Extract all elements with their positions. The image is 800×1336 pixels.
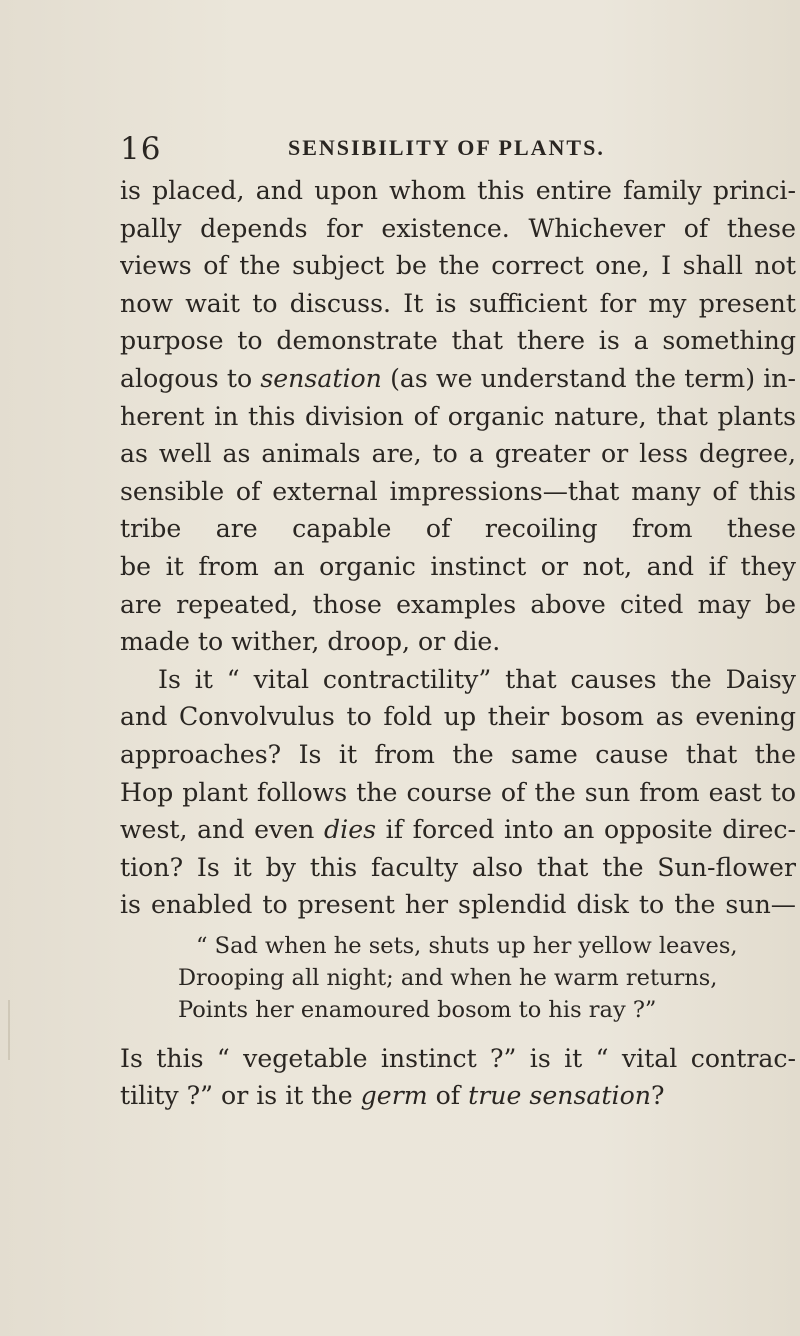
text-line: pally depends for existence. Whichever of these: [120, 213, 796, 243]
paragraph: [120, 661, 796, 924]
text-line: Is it “ vital contractility” that causes the Daisy: [158, 664, 796, 694]
text-line: sensible of external impressions—that many of this: [120, 476, 796, 506]
text-line: Is this “ vegetable instinct ?” is it “ vital contrac-: [120, 1043, 796, 1073]
italic-word: germ: [360, 1081, 428, 1111]
text-line: as well as animals are, to a greater or less degree,: [120, 439, 796, 469]
text-line: tribe are capable of recoiling from these: [120, 514, 796, 544]
text-line: purpose to demonstrate that there is a something: [120, 326, 796, 356]
paragraph: [120, 1040, 796, 1115]
italic-word: dies: [324, 815, 377, 845]
text-line: views of the subject be the correct one, I shall not: [120, 251, 796, 281]
running-title: SENSIBILITY OF PLANTS.: [288, 135, 605, 160]
text-run: alogous to: [120, 363, 261, 393]
page-edge-shadow: [8, 1000, 10, 1060]
text-line: tion? Is it by this faculty also that the Sun-flower: [120, 852, 796, 882]
text-line: are repeated, those examples above cited may be: [120, 589, 796, 619]
text-line: be it from an organic instinct or not, and if they: [120, 551, 796, 581]
text-line: [120, 1077, 796, 1115]
italic-phrase: true sensation: [468, 1081, 651, 1111]
quoted-verse: [120, 930, 796, 1026]
page-number: 16: [120, 131, 162, 167]
text-run: west, and even: [120, 815, 325, 845]
text-run: ?: [651, 1081, 665, 1111]
verse-line: “ Sad when he sets, shuts up her yellow leaves,: [196, 932, 738, 959]
verse-line: Drooping all night; and when he warm returns,: [178, 964, 718, 991]
body-text: [120, 172, 796, 1115]
text-line: made to wither, droop, or die.: [120, 627, 501, 657]
italic-word: sensation: [260, 363, 382, 393]
text-line: Hop plant follows the course of the sun from east to: [120, 777, 796, 807]
text-line: is placed, and upon whom this entire family princi-: [120, 176, 796, 205]
text-line: [120, 811, 796, 849]
text-run: (as we understand the term) in-: [381, 363, 796, 393]
text-line: is enabled to present her splendid disk to the sun—: [120, 890, 796, 920]
text-run: if forced into an opposite direc-: [376, 815, 796, 845]
page-header: [120, 131, 760, 171]
paragraph: [120, 172, 796, 661]
verse-line: Points her enamoured bosom to his ray ?”: [178, 996, 657, 1023]
text-line: herent in this division of organic nature, that plants: [120, 401, 796, 431]
text-run: tility ?” or is it the: [120, 1081, 361, 1111]
text-run: of: [427, 1081, 469, 1111]
text-line: [120, 360, 796, 398]
text-line: now wait to discuss. It is sufficient for my present: [120, 288, 796, 318]
text-line: and Convolvulus to fold up their bosom as evening: [120, 702, 796, 732]
text-line: approaches? Is it from the same cause that the: [120, 739, 796, 769]
